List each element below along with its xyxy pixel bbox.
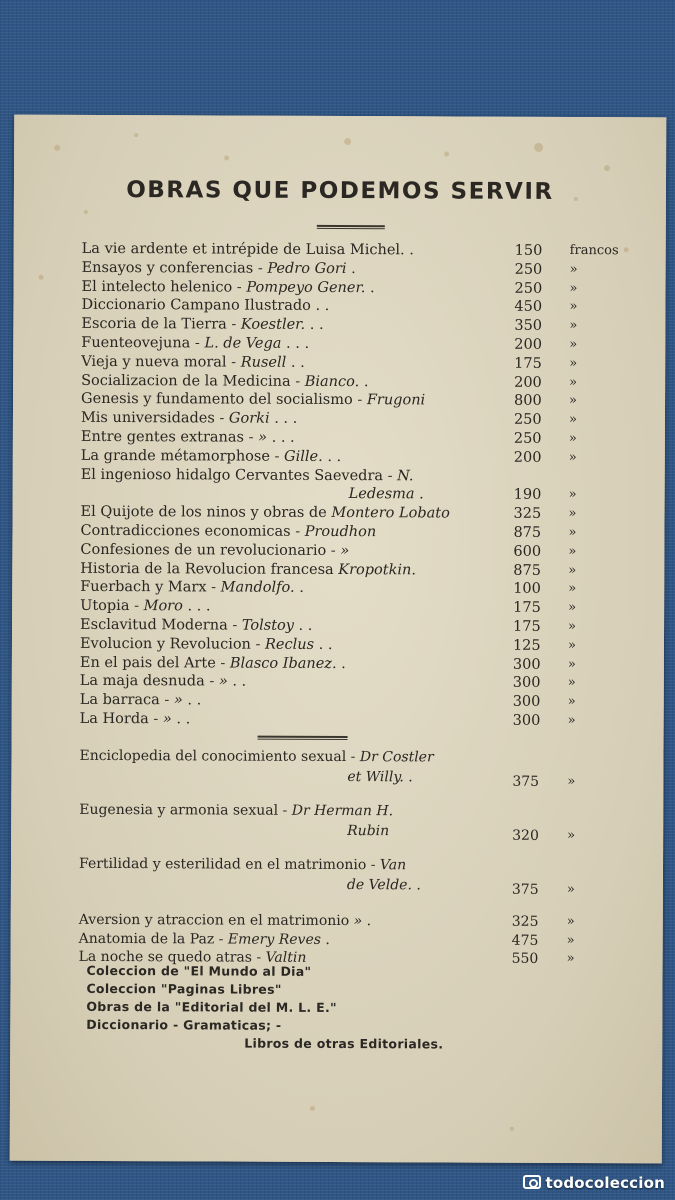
book-title: Mis universidades -	[80, 410, 225, 427]
price-unit: »	[568, 562, 577, 578]
leader-dots: . . .	[271, 429, 295, 446]
leader-dots: .	[351, 260, 356, 277]
price-unit: »	[568, 543, 577, 559]
list-item	[81, 277, 641, 298]
price-unit: »	[566, 932, 575, 948]
book-price: 200	[513, 449, 542, 466]
book-entry	[80, 578, 304, 598]
book-entry	[81, 465, 414, 485]
book-author: Frugoni	[366, 392, 426, 409]
list-item	[80, 653, 640, 674]
book-price: 875	[513, 524, 542, 541]
list-item	[81, 503, 641, 524]
leader-dots: .	[366, 912, 372, 929]
list-item	[80, 597, 640, 618]
leader-dots: . .	[232, 673, 247, 690]
book-entry	[80, 522, 376, 542]
price-unit: »	[569, 299, 578, 315]
catalog-page	[10, 115, 667, 1164]
book-entry	[80, 616, 312, 636]
book-author: L. de Vega	[204, 335, 282, 352]
book-title: Escoria de la Tierra -	[81, 316, 237, 333]
book-price: 600	[513, 543, 542, 560]
book-author: Gille.	[284, 448, 323, 465]
list-item	[79, 801, 639, 849]
leader-dots: .	[408, 769, 413, 786]
leader-dots: . . .	[274, 410, 298, 427]
book-price: 475	[511, 932, 539, 949]
book-title: En el pais del Arte -	[79, 654, 226, 672]
book-price: 325	[511, 913, 539, 930]
book-title: El Quijote de los ninos y obras de	[80, 504, 327, 522]
book-price: 100	[513, 581, 541, 598]
leader-dots: . .	[309, 317, 324, 334]
list-item	[81, 447, 641, 468]
book-author-line2: Rubin	[347, 822, 390, 839]
book-title: Confesiones de un revolucionario -	[80, 541, 336, 559]
book-entry	[80, 559, 416, 579]
book-title: Aversion y atraccion en el matrimonio	[78, 911, 350, 929]
book-price: 200	[514, 374, 542, 391]
book-author-line2: Ledesma	[348, 486, 415, 503]
leader-dots: . .	[176, 711, 191, 728]
book-entry	[80, 691, 202, 710]
book-entry	[81, 428, 295, 448]
book-entry	[81, 503, 450, 523]
book-author: »	[258, 429, 268, 446]
book-author-continued	[347, 768, 412, 787]
book-author: Gorki	[228, 410, 270, 427]
book-entry	[80, 672, 246, 692]
list-item	[81, 315, 641, 336]
watermark	[523, 1174, 665, 1192]
book-author: Montero Lobato	[331, 505, 450, 522]
list-item	[80, 672, 640, 693]
camera-icon	[523, 1175, 541, 1189]
book-price: 300	[512, 693, 541, 711]
price-unit: »	[567, 675, 576, 691]
footer-line-1: Coleccion de "El Mundo al Dia"	[86, 962, 312, 979]
price-unit: »	[569, 374, 578, 390]
book-title: El intelecto helenico -	[81, 278, 242, 296]
price-unit: »	[568, 581, 577, 597]
book-entry	[81, 315, 323, 335]
book-title: La maja desnuda	[79, 673, 205, 690]
book-title: Fuerbach y Marx -	[80, 579, 217, 596]
leader-dots: .	[325, 931, 330, 948]
footer-line-2: Coleccion "Paginas Libres"	[86, 980, 282, 997]
leader-dots: . . .	[286, 335, 310, 352]
book-entry	[81, 277, 374, 297]
leader-dots: . .	[298, 617, 313, 634]
book-title: Utopia -	[80, 598, 140, 615]
book-price: 550	[511, 951, 539, 968]
list-item	[81, 334, 641, 355]
leader-dots: .	[341, 655, 346, 672]
price-unit: »	[568, 600, 577, 616]
book-price: 350	[514, 317, 543, 335]
book-entry	[80, 710, 191, 729]
book-title: Ensayos y conferencias -	[81, 259, 263, 277]
list-item	[80, 541, 640, 562]
book-entry	[80, 653, 346, 673]
book-title: Entre gentes extranas -	[80, 428, 254, 446]
list-item	[82, 240, 642, 261]
book-price: 325	[513, 505, 542, 523]
leader-dots: .	[299, 580, 304, 597]
book-entry	[80, 597, 210, 616]
book-author: Emery Reves	[227, 931, 321, 948]
book-price: 800	[514, 393, 542, 410]
price-unit: »	[566, 913, 575, 929]
book-entry	[79, 911, 371, 931]
book-title: Esclavitud Moderna -	[80, 616, 238, 634]
book-author: Reclus	[265, 636, 315, 653]
book-author-continued	[347, 822, 389, 841]
book-author: Dr Costler	[359, 748, 434, 766]
book-price: 200	[514, 336, 543, 353]
book-author: Koestler.	[240, 316, 306, 334]
book-entry	[80, 635, 333, 655]
price-unit: »	[569, 336, 578, 353]
book-entry	[79, 855, 406, 875]
price-unit: »	[567, 656, 576, 672]
list-item	[81, 296, 641, 317]
book-price: 250	[514, 261, 543, 278]
book-price: 320	[512, 827, 539, 844]
list-item	[80, 616, 640, 637]
leader-dots: . .	[318, 636, 333, 653]
price-unit: »	[568, 449, 577, 465]
price-unit: »	[568, 618, 577, 634]
list-item	[79, 911, 639, 932]
leader-dots: .	[409, 242, 414, 259]
book-price: 875	[513, 562, 542, 579]
list-item	[81, 371, 641, 392]
book-author: Valtin	[265, 949, 307, 967]
book-entry	[81, 390, 425, 410]
leader-dots: . .	[290, 354, 305, 371]
book-title: La vie ardente et intrépide de Luisa Michel.	[81, 240, 405, 259]
list-item	[79, 855, 639, 903]
book-author: - »	[209, 673, 228, 690]
price-unit: »	[568, 430, 577, 447]
book-author: Mandolfo.	[220, 579, 295, 597]
leader-dots: . . .	[187, 598, 211, 615]
last-section	[79, 911, 639, 970]
price-unit: »	[567, 827, 576, 843]
leader-dots: .	[419, 486, 424, 503]
book-author-continued	[349, 485, 424, 504]
leader-dots: .	[416, 877, 421, 894]
book-author: Bianco.	[304, 373, 360, 390]
book-price: 250	[513, 411, 542, 429]
list-item	[81, 428, 641, 449]
price-unit: »	[568, 524, 577, 540]
book-author: Proudhon	[304, 523, 377, 541]
book-author: Moro	[143, 598, 183, 615]
price-unit: »	[569, 393, 578, 409]
list-item	[80, 635, 640, 656]
book-price: 300	[512, 712, 541, 729]
book-author: N.	[397, 467, 414, 484]
book-entry	[81, 447, 341, 467]
footer-line-3: Obras de la "Editorial del M. L. E."	[86, 998, 337, 1015]
book-price: 175	[513, 618, 541, 635]
list-item	[80, 578, 640, 599]
book-price: 190	[513, 487, 542, 504]
sexual-section	[79, 747, 640, 911]
book-author: Pedro Gori	[267, 260, 347, 277]
book-title: Fertilidad y esterilidad en el matrimonio -	[78, 855, 376, 873]
price-unit: »	[567, 712, 576, 728]
book-price: 125	[512, 637, 541, 654]
list-item	[81, 409, 641, 430]
price-unit: »	[569, 280, 578, 296]
book-list	[79, 240, 642, 970]
price-unit: »	[568, 506, 577, 522]
price-unit: »	[567, 637, 576, 653]
book-author: Kropotkin.	[338, 561, 417, 578]
book-title: Genesis y fundamento del socialismo -	[81, 391, 363, 409]
list-item	[81, 465, 641, 505]
book-entry	[79, 747, 433, 767]
book-entry	[81, 353, 305, 373]
book-title: La grande métamorphose -	[80, 447, 280, 465]
book-entry	[79, 929, 330, 949]
book-entry	[81, 371, 368, 391]
price-unit: »	[566, 881, 575, 897]
leader-dots: . .	[315, 298, 330, 315]
list-item	[80, 710, 640, 731]
book-title: Evolucion y Revolucion -	[79, 635, 261, 653]
price-unit: francos	[569, 243, 619, 259]
page-title: OBRAS QUE PODEMOS SERVIR	[126, 177, 554, 205]
book-author: Dr Herman H.	[291, 802, 394, 819]
book-price: 375	[512, 773, 540, 790]
price-unit: »	[566, 951, 575, 967]
price-unit: »	[567, 773, 576, 789]
book-title: Vieja y nueva moral -	[81, 353, 237, 371]
section-divider	[258, 735, 348, 739]
book-author: »	[353, 912, 363, 929]
book-author: - »	[164, 692, 183, 709]
book-author-line2: et Willy.	[347, 768, 404, 786]
book-author: Tolstoy	[241, 617, 294, 634]
list-item	[80, 522, 640, 543]
leader-dots: . .	[327, 448, 342, 465]
book-author: Van	[379, 856, 407, 874]
leader-dots: . .	[187, 692, 202, 709]
book-title: Historia de la Revolucion francesa	[80, 560, 334, 578]
book-title: Diccionario Campano Ilustrado	[81, 297, 311, 315]
leader-dots: .	[363, 373, 369, 390]
price-unit: »	[569, 318, 578, 334]
book-author-line2: de Velde.	[346, 876, 412, 894]
book-price: 250	[514, 280, 543, 297]
book-entry	[81, 334, 309, 354]
list-item	[79, 747, 639, 795]
price-unit: »	[568, 412, 577, 428]
book-title: Contradicciones economicas -	[80, 522, 301, 540]
price-unit: »	[567, 694, 576, 710]
list-item	[81, 353, 641, 374]
list-item	[82, 259, 642, 280]
book-title: La Horda	[79, 710, 149, 728]
book-author: Blasco Ibanez.	[229, 655, 337, 672]
book-title: Enciclopedia del conocimiento sexual -	[79, 747, 356, 765]
book-price: 150	[514, 242, 543, 259]
book-price: 450	[514, 299, 543, 316]
list-item	[80, 691, 640, 712]
book-author: »	[340, 542, 350, 559]
leader-dots: .	[369, 279, 375, 296]
book-title: Eugenesia y armonia sexual -	[79, 801, 288, 819]
list-item	[80, 559, 640, 580]
book-title: Fuenteovejuna -	[81, 334, 200, 352]
watermark-text: todocoleccion	[545, 1174, 665, 1192]
book-entry	[81, 409, 297, 429]
book-title: La noche se quedo atras -	[78, 949, 262, 966]
book-title: La barraca	[79, 691, 160, 709]
list-item	[79, 929, 639, 950]
book-price: 175	[514, 355, 542, 372]
book-author: - »	[153, 711, 172, 728]
list-item	[81, 390, 641, 411]
book-entry	[80, 541, 349, 561]
price-unit: »	[569, 261, 578, 277]
title-underline	[317, 225, 385, 229]
price-unit: »	[568, 487, 577, 503]
book-title: Anatomia de la Paz -	[78, 930, 224, 948]
footer-line-5: Libros de otras Editoriales.	[244, 1035, 444, 1052]
price-unit: »	[569, 355, 578, 371]
book-price: 300	[512, 675, 541, 692]
book-author: Pompeyo Gener.	[246, 279, 366, 296]
book-price: 300	[512, 656, 541, 673]
book-price: 375	[511, 881, 539, 898]
footer-line-4: Diccionario - Gramaticas; -	[86, 1016, 282, 1033]
book-entry	[81, 296, 329, 316]
book-entry	[82, 259, 356, 279]
book-entry	[79, 801, 393, 821]
book-title: El ingenioso hidalgo Cervantes Saevedra -	[80, 466, 393, 484]
book-title: Socializacion de la Medicina -	[81, 372, 301, 390]
book-author: Rusell	[240, 354, 287, 371]
book-entry	[82, 240, 414, 260]
book-price: 250	[513, 430, 542, 447]
book-price: 175	[513, 599, 541, 617]
book-author-continued	[347, 876, 421, 895]
